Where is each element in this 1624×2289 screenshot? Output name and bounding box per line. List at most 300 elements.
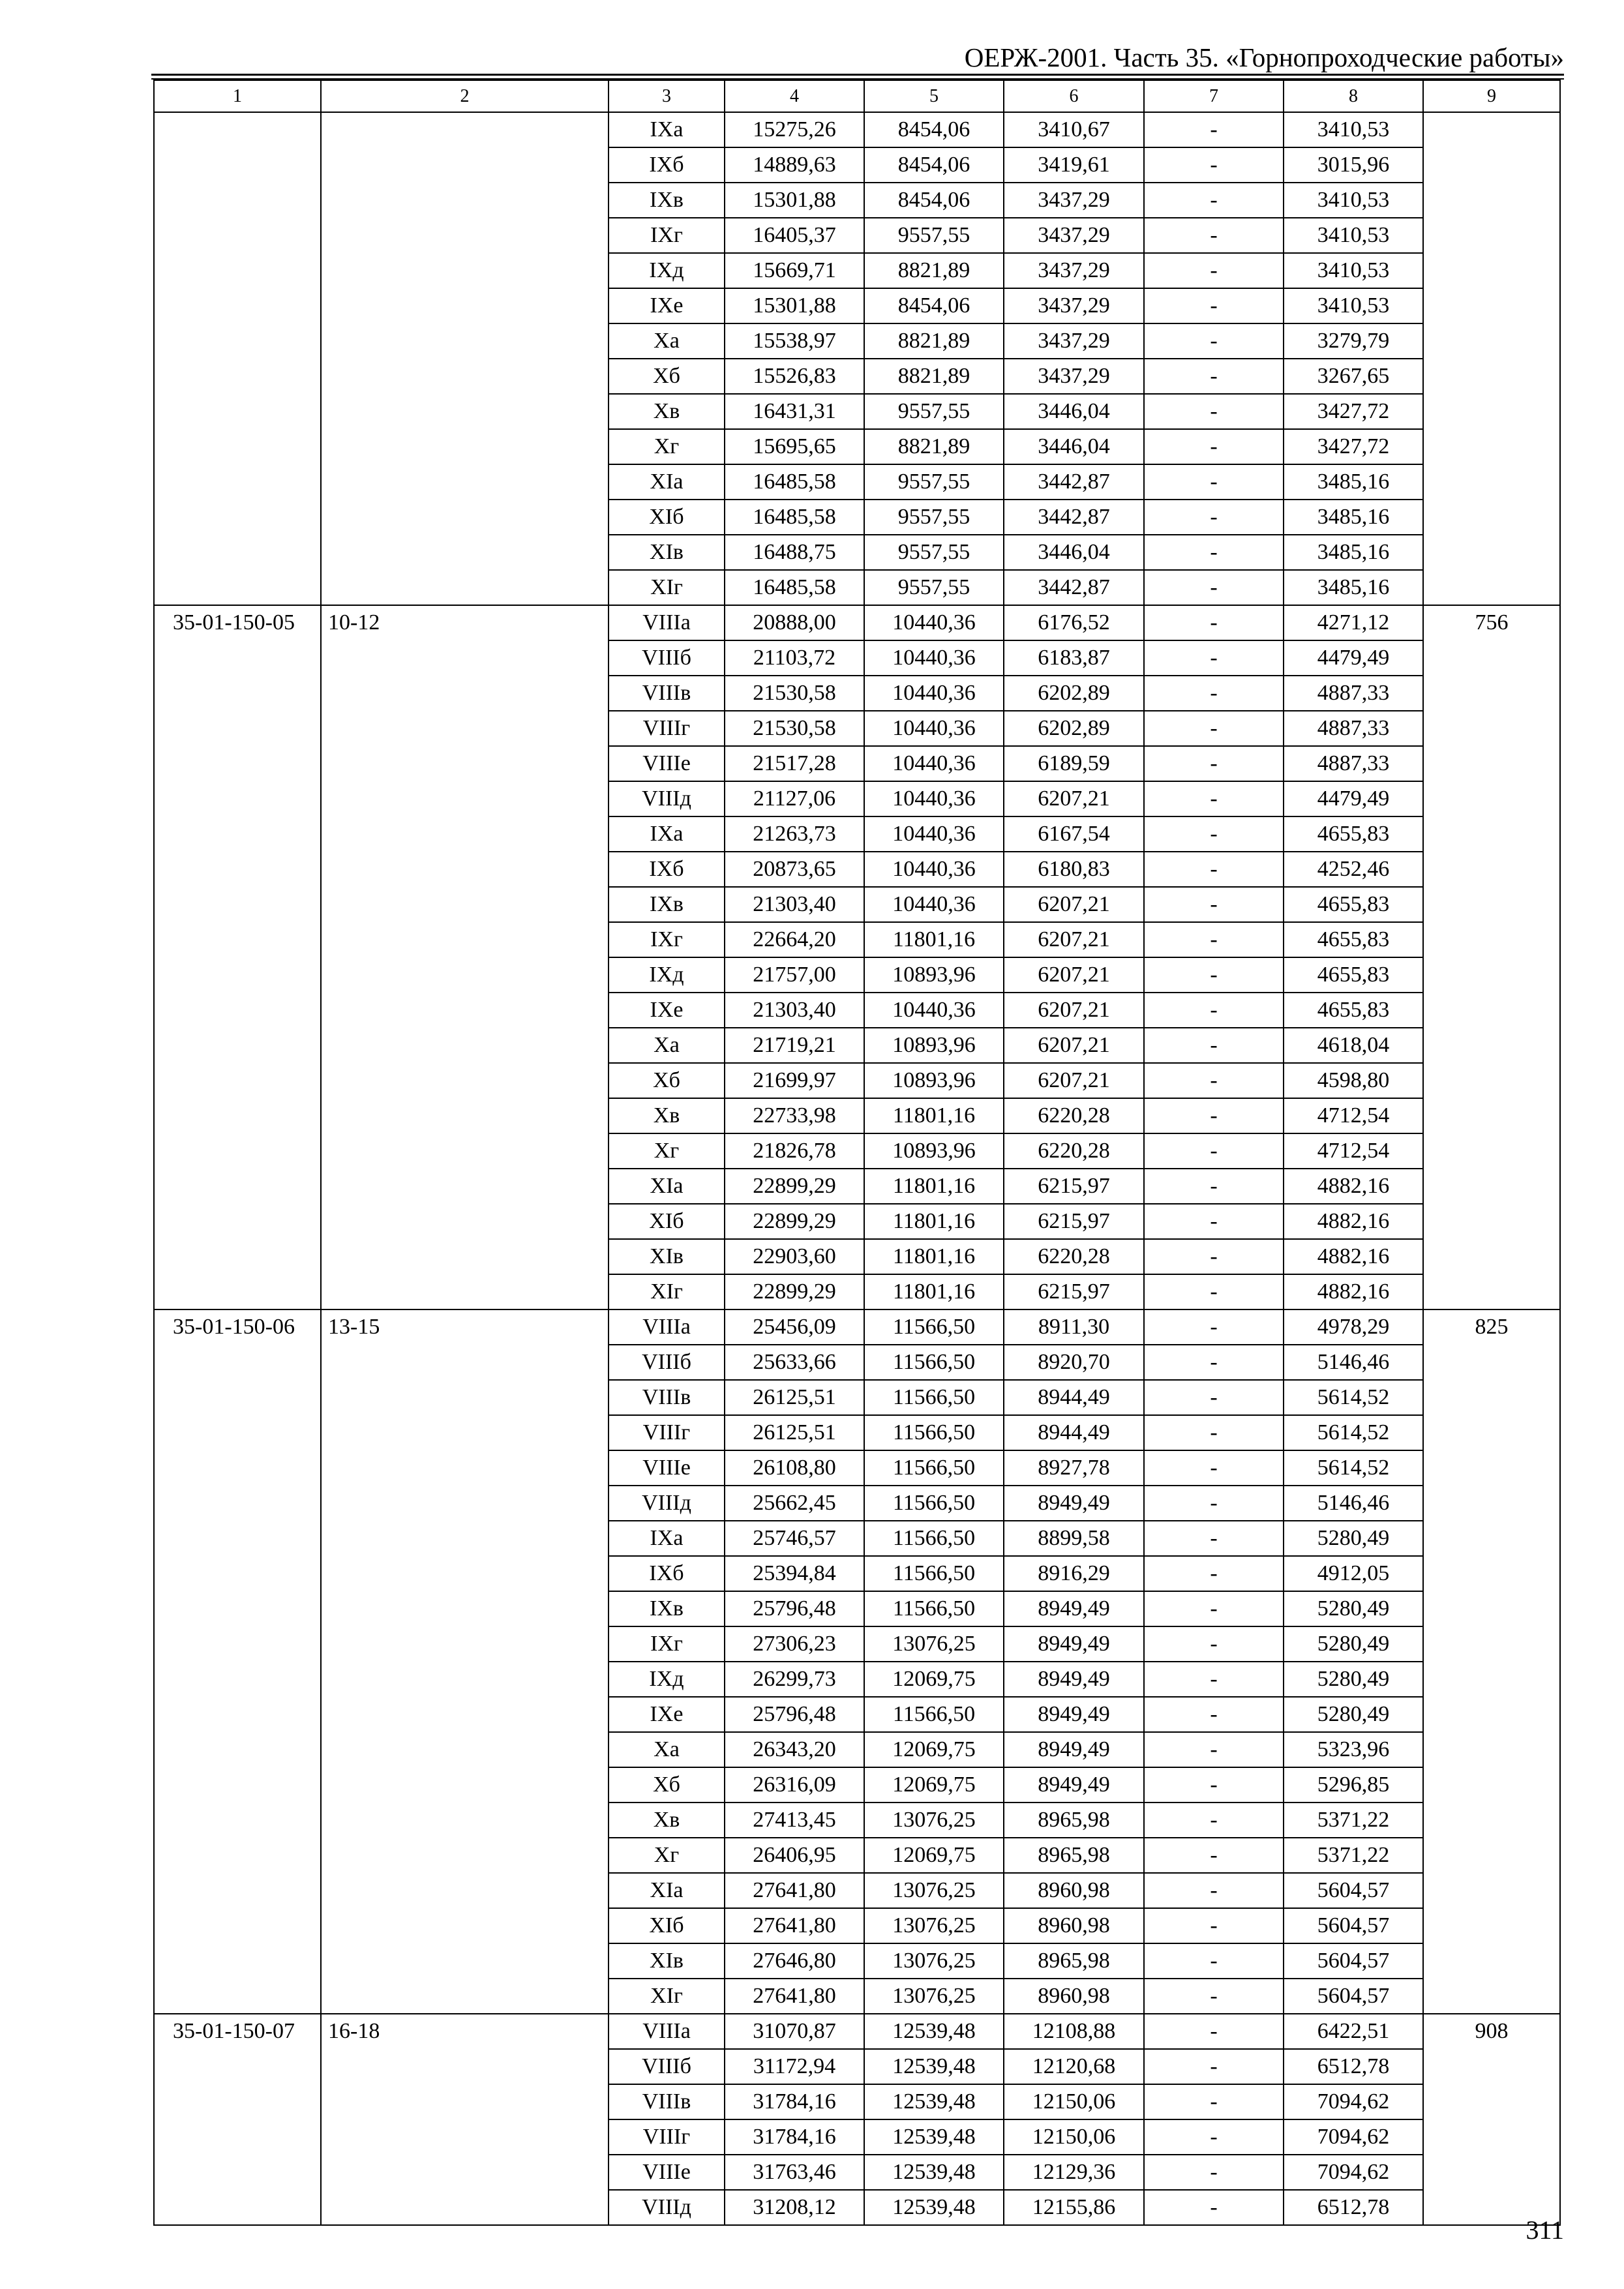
rock-category-cell: XIб	[609, 500, 725, 535]
driver-wages-cell: -	[1144, 1803, 1284, 1838]
rock-category-cell: Xa	[609, 1028, 725, 1063]
materials-cost-cell: 5280,49	[1284, 1662, 1423, 1697]
wages-cell: 8821,89	[864, 323, 1004, 359]
driver-wages-cell: -	[1144, 1415, 1284, 1450]
rock-category-cell: XIг	[609, 1274, 725, 1309]
driver-wages-cell: -	[1144, 1063, 1284, 1098]
machine-cost-cell: 6183,87	[1004, 640, 1144, 676]
driver-wages-cell: -	[1144, 816, 1284, 852]
labor-cell	[1423, 112, 1560, 605]
driver-wages-cell: -	[1144, 1979, 1284, 2014]
wages-cell: 11801,16	[864, 922, 1004, 957]
total-cost-cell: 25796,48	[725, 1697, 864, 1732]
rate-code-cell: 35-01-150-05	[154, 605, 321, 1309]
machine-cost-cell: 8920,70	[1004, 1345, 1144, 1380]
total-cost-cell: 31070,87	[725, 2014, 864, 2049]
total-cost-cell: 16485,58	[725, 464, 864, 500]
wages-cell: 9557,55	[864, 535, 1004, 570]
materials-cost-cell: 5614,52	[1284, 1415, 1423, 1450]
machine-cost-cell: 8911,30	[1004, 1309, 1144, 1345]
total-cost-cell: 25796,48	[725, 1591, 864, 1626]
driver-wages-cell: -	[1144, 1697, 1284, 1732]
wages-cell: 8454,06	[864, 112, 1004, 147]
rock-category-cell: XIб	[609, 1908, 725, 1943]
materials-cost-cell: 6512,78	[1284, 2049, 1423, 2084]
machine-cost-cell: 3446,04	[1004, 394, 1144, 429]
total-cost-cell: 16485,58	[725, 500, 864, 535]
total-cost-cell: 15538,97	[725, 323, 864, 359]
machine-cost-cell: 6202,89	[1004, 711, 1144, 746]
materials-cost-cell: 5280,49	[1284, 1521, 1423, 1556]
machine-cost-cell: 3419,61	[1004, 147, 1144, 183]
table-row	[154, 112, 1560, 147]
rock-category-cell: IXв	[609, 887, 725, 922]
machine-cost-cell: 6167,54	[1004, 816, 1144, 852]
price-table	[153, 80, 1561, 2226]
driver-wages-cell: -	[1144, 2119, 1284, 2155]
total-cost-cell: 20873,65	[725, 852, 864, 887]
wages-cell: 9557,55	[864, 218, 1004, 253]
table-body	[154, 112, 1560, 2225]
machine-cost-cell: 6215,97	[1004, 1204, 1144, 1239]
section-cell: 16-18	[321, 2014, 609, 2225]
materials-cost-cell: 4618,04	[1284, 1028, 1423, 1063]
materials-cost-cell: 5604,57	[1284, 1873, 1423, 1908]
page-number: 311	[1526, 2215, 1564, 2245]
rock-category-cell: XIг	[609, 1979, 725, 2014]
driver-wages-cell: -	[1144, 1732, 1284, 1767]
machine-cost-cell: 6220,28	[1004, 1098, 1144, 1133]
driver-wages-cell: -	[1144, 1239, 1284, 1274]
rock-category-cell: VIIIe	[609, 1450, 725, 1486]
rock-category-cell: VIIIe	[609, 746, 725, 781]
wages-cell: 13076,25	[864, 1979, 1004, 2014]
wages-cell: 12069,75	[864, 1767, 1004, 1803]
rock-category-cell: Xв	[609, 394, 725, 429]
materials-cost-cell: 4655,83	[1284, 957, 1423, 993]
materials-cost-cell: 4598,80	[1284, 1063, 1423, 1098]
driver-wages-cell: -	[1144, 1345, 1284, 1380]
machine-cost-cell: 6207,21	[1004, 887, 1144, 922]
total-cost-cell: 21719,21	[725, 1028, 864, 1063]
wages-cell: 10440,36	[864, 852, 1004, 887]
rock-category-cell: VIIIв	[609, 676, 725, 711]
driver-wages-cell: -	[1144, 1098, 1284, 1133]
driver-wages-cell: -	[1144, 1169, 1284, 1204]
machine-cost-cell: 6215,97	[1004, 1169, 1144, 1204]
labor-cell: 825	[1423, 1309, 1560, 2014]
total-cost-cell: 15526,83	[725, 359, 864, 394]
rock-category-cell: IXб	[609, 852, 725, 887]
rock-category-cell: Xa	[609, 323, 725, 359]
wages-cell: 11801,16	[864, 1239, 1004, 1274]
total-cost-cell: 21127,06	[725, 781, 864, 816]
wages-cell: 9557,55	[864, 394, 1004, 429]
wages-cell: 10440,36	[864, 746, 1004, 781]
wages-cell: 11566,50	[864, 1556, 1004, 1591]
wages-cell: 8821,89	[864, 253, 1004, 288]
total-cost-cell: 26406,95	[725, 1838, 864, 1873]
machine-cost-cell: 3442,87	[1004, 464, 1144, 500]
total-cost-cell: 26316,09	[725, 1767, 864, 1803]
machine-cost-cell: 12129,36	[1004, 2155, 1144, 2190]
driver-wages-cell: -	[1144, 993, 1284, 1028]
materials-cost-cell: 4655,83	[1284, 816, 1423, 852]
machine-cost-cell: 8949,49	[1004, 1626, 1144, 1662]
rate-code-cell: 35-01-150-07	[154, 2014, 321, 2225]
total-cost-cell: 21303,40	[725, 993, 864, 1028]
rock-category-cell: IXe	[609, 1697, 725, 1732]
total-cost-cell: 27306,23	[725, 1626, 864, 1662]
wages-cell: 10440,36	[864, 605, 1004, 640]
driver-wages-cell: -	[1144, 676, 1284, 711]
rock-category-cell: Xв	[609, 1803, 725, 1838]
materials-cost-cell: 4882,16	[1284, 1204, 1423, 1239]
wages-cell: 11566,50	[864, 1415, 1004, 1450]
wages-cell: 12539,48	[864, 2190, 1004, 2225]
wages-cell: 8821,89	[864, 429, 1004, 464]
total-cost-cell: 31172,94	[725, 2049, 864, 2084]
total-cost-cell: 25394,84	[725, 1556, 864, 1591]
driver-wages-cell: -	[1144, 323, 1284, 359]
rock-category-cell: IXг	[609, 922, 725, 957]
driver-wages-cell: -	[1144, 1838, 1284, 1873]
machine-cost-cell: 6215,97	[1004, 1274, 1144, 1309]
materials-cost-cell: 4882,16	[1284, 1239, 1423, 1274]
driver-wages-cell: -	[1144, 1943, 1284, 1979]
driver-wages-cell: -	[1144, 1521, 1284, 1556]
rock-category-cell: VIIIб	[609, 1345, 725, 1380]
driver-wages-cell: -	[1144, 957, 1284, 993]
total-cost-cell: 27641,80	[725, 1979, 864, 2014]
machine-cost-cell: 8899,58	[1004, 1521, 1144, 1556]
materials-cost-cell: 6512,78	[1284, 2190, 1423, 2225]
total-cost-cell: 22899,29	[725, 1274, 864, 1309]
total-cost-cell: 26108,80	[725, 1450, 864, 1486]
rock-category-cell: IXг	[609, 218, 725, 253]
total-cost-cell: 27641,80	[725, 1873, 864, 1908]
machine-cost-cell: 6207,21	[1004, 781, 1144, 816]
rock-category-cell: VIIIe	[609, 2155, 725, 2190]
driver-wages-cell: -	[1144, 2084, 1284, 2119]
wages-cell: 12539,48	[864, 2049, 1004, 2084]
machine-cost-cell: 8949,49	[1004, 1486, 1144, 1521]
driver-wages-cell: -	[1144, 394, 1284, 429]
rock-category-cell: IXa	[609, 112, 725, 147]
column-number: 6	[1004, 80, 1144, 112]
driver-wages-cell: -	[1144, 253, 1284, 288]
machine-cost-cell: 8949,49	[1004, 1767, 1144, 1803]
rock-category-cell: Xг	[609, 1838, 725, 1873]
rock-category-cell: Xб	[609, 1063, 725, 1098]
total-cost-cell: 26343,20	[725, 1732, 864, 1767]
wages-cell: 10893,96	[864, 1133, 1004, 1169]
rock-category-cell: IXв	[609, 183, 725, 218]
rock-category-cell: XIa	[609, 1873, 725, 1908]
driver-wages-cell: -	[1144, 570, 1284, 605]
rock-category-cell: IXд	[609, 253, 725, 288]
driver-wages-cell: -	[1144, 1873, 1284, 1908]
machine-cost-cell: 3437,29	[1004, 253, 1144, 288]
driver-wages-cell: -	[1144, 922, 1284, 957]
machine-cost-cell: 8965,98	[1004, 1838, 1144, 1873]
labor-cell: 908	[1423, 2014, 1560, 2225]
materials-cost-cell: 5614,52	[1284, 1450, 1423, 1486]
machine-cost-cell: 3437,29	[1004, 288, 1144, 323]
rock-category-cell: VIIIa	[609, 1309, 725, 1345]
total-cost-cell: 15669,71	[725, 253, 864, 288]
wages-cell: 11566,50	[864, 1380, 1004, 1415]
wages-cell: 9557,55	[864, 570, 1004, 605]
wages-cell: 10440,36	[864, 816, 1004, 852]
wages-cell: 9557,55	[864, 500, 1004, 535]
materials-cost-cell: 4252,46	[1284, 852, 1423, 887]
materials-cost-cell: 4479,49	[1284, 640, 1423, 676]
section-cell: 13-15	[321, 1309, 609, 2014]
machine-cost-cell: 8965,98	[1004, 1943, 1144, 1979]
column-number: 5	[864, 80, 1004, 112]
total-cost-cell: 21530,58	[725, 711, 864, 746]
total-cost-cell: 22903,60	[725, 1239, 864, 1274]
total-cost-cell: 25456,09	[725, 1309, 864, 1345]
materials-cost-cell: 3267,65	[1284, 359, 1423, 394]
driver-wages-cell: -	[1144, 183, 1284, 218]
section-cell	[321, 112, 609, 605]
machine-cost-cell: 6207,21	[1004, 993, 1144, 1028]
wages-cell: 11566,50	[864, 1521, 1004, 1556]
machine-cost-cell: 8927,78	[1004, 1450, 1144, 1486]
total-cost-cell: 27646,80	[725, 1943, 864, 1979]
materials-cost-cell: 5604,57	[1284, 1979, 1423, 2014]
total-cost-cell: 31784,16	[725, 2084, 864, 2119]
materials-cost-cell: 5280,49	[1284, 1626, 1423, 1662]
wages-cell: 12539,48	[864, 2119, 1004, 2155]
rock-category-cell: VIIIг	[609, 2119, 725, 2155]
rock-category-cell: Xг	[609, 429, 725, 464]
wages-cell: 10440,36	[864, 711, 1004, 746]
rock-category-cell: VIIIв	[609, 1380, 725, 1415]
machine-cost-cell: 3437,29	[1004, 218, 1144, 253]
wages-cell: 11801,16	[864, 1274, 1004, 1309]
wages-cell: 13076,25	[864, 1908, 1004, 1943]
materials-cost-cell: 3410,53	[1284, 183, 1423, 218]
machine-cost-cell: 8960,98	[1004, 1873, 1144, 1908]
wages-cell: 13076,25	[864, 1873, 1004, 1908]
materials-cost-cell: 7094,62	[1284, 2155, 1423, 2190]
driver-wages-cell: -	[1144, 711, 1284, 746]
machine-cost-cell: 12108,88	[1004, 2014, 1144, 2049]
materials-cost-cell: 4271,12	[1284, 605, 1423, 640]
driver-wages-cell: -	[1144, 887, 1284, 922]
wages-cell: 11566,50	[864, 1591, 1004, 1626]
machine-cost-cell: 3446,04	[1004, 429, 1144, 464]
total-cost-cell: 21699,97	[725, 1063, 864, 1098]
wages-cell: 8454,06	[864, 288, 1004, 323]
rock-category-cell: XIг	[609, 570, 725, 605]
rock-category-cell: IXг	[609, 1626, 725, 1662]
header-rule-thick	[151, 74, 1564, 76]
rock-category-cell: VIIIг	[609, 1415, 725, 1450]
materials-cost-cell: 7094,62	[1284, 2119, 1423, 2155]
driver-wages-cell: -	[1144, 2155, 1284, 2190]
driver-wages-cell: -	[1144, 1556, 1284, 1591]
driver-wages-cell: -	[1144, 147, 1284, 183]
total-cost-cell: 25662,45	[725, 1486, 864, 1521]
materials-cost-cell: 4655,83	[1284, 993, 1423, 1028]
driver-wages-cell: -	[1144, 1591, 1284, 1626]
rock-category-cell: XIв	[609, 535, 725, 570]
rock-category-cell: Xб	[609, 1767, 725, 1803]
materials-cost-cell: 4712,54	[1284, 1098, 1423, 1133]
column-number: 9	[1423, 80, 1560, 112]
machine-cost-cell: 6180,83	[1004, 852, 1144, 887]
column-number: 2	[321, 80, 609, 112]
driver-wages-cell: -	[1144, 1133, 1284, 1169]
machine-cost-cell: 12155,86	[1004, 2190, 1144, 2225]
machine-cost-cell: 8960,98	[1004, 1908, 1144, 1943]
wages-cell: 12539,48	[864, 2084, 1004, 2119]
machine-cost-cell: 6207,21	[1004, 922, 1144, 957]
rock-category-cell: XIв	[609, 1239, 725, 1274]
wages-cell: 13076,25	[864, 1626, 1004, 1662]
wages-cell: 10440,36	[864, 781, 1004, 816]
wages-cell: 10893,96	[864, 957, 1004, 993]
total-cost-cell: 21263,73	[725, 816, 864, 852]
rate-code-cell	[154, 112, 321, 605]
wages-cell: 12069,75	[864, 1662, 1004, 1697]
total-cost-cell: 15301,88	[725, 183, 864, 218]
machine-cost-cell: 3442,87	[1004, 570, 1144, 605]
rock-category-cell: IXe	[609, 993, 725, 1028]
driver-wages-cell: -	[1144, 218, 1284, 253]
total-cost-cell: 14889,63	[725, 147, 864, 183]
driver-wages-cell: -	[1144, 1486, 1284, 1521]
total-cost-cell: 21103,72	[725, 640, 864, 676]
total-cost-cell: 21530,58	[725, 676, 864, 711]
wages-cell: 12069,75	[864, 1732, 1004, 1767]
total-cost-cell: 27641,80	[725, 1908, 864, 1943]
driver-wages-cell: -	[1144, 1908, 1284, 1943]
materials-cost-cell: 4882,16	[1284, 1169, 1423, 1204]
driver-wages-cell: -	[1144, 429, 1284, 464]
rock-category-cell: Xв	[609, 1098, 725, 1133]
wages-cell: 12539,48	[864, 2155, 1004, 2190]
driver-wages-cell: -	[1144, 288, 1284, 323]
rock-category-cell: IXa	[609, 816, 725, 852]
total-cost-cell: 16431,31	[725, 394, 864, 429]
materials-cost-cell: 6422,51	[1284, 2014, 1423, 2049]
rate-code-cell: 35-01-150-06	[154, 1309, 321, 2014]
materials-cost-cell: 5146,46	[1284, 1486, 1423, 1521]
materials-cost-cell: 3410,53	[1284, 112, 1423, 147]
column-number: 8	[1284, 80, 1423, 112]
machine-cost-cell: 6189,59	[1004, 746, 1144, 781]
wages-cell: 13076,25	[864, 1803, 1004, 1838]
wages-cell: 10440,36	[864, 640, 1004, 676]
total-cost-cell: 21303,40	[725, 887, 864, 922]
machine-cost-cell: 6220,28	[1004, 1133, 1144, 1169]
wages-cell: 11566,50	[864, 1309, 1004, 1345]
rock-category-cell: IXд	[609, 1662, 725, 1697]
wages-cell: 11566,50	[864, 1697, 1004, 1732]
rock-category-cell: IXe	[609, 288, 725, 323]
total-cost-cell: 21757,00	[725, 957, 864, 993]
total-cost-cell: 26125,51	[725, 1380, 864, 1415]
rock-category-cell: Xб	[609, 359, 725, 394]
total-cost-cell: 22899,29	[725, 1204, 864, 1239]
total-cost-cell: 20888,00	[725, 605, 864, 640]
materials-cost-cell: 5296,85	[1284, 1767, 1423, 1803]
materials-cost-cell: 4655,83	[1284, 887, 1423, 922]
total-cost-cell: 16485,58	[725, 570, 864, 605]
total-cost-cell: 21517,28	[725, 746, 864, 781]
machine-cost-cell: 8965,98	[1004, 1803, 1144, 1838]
column-number: 3	[609, 80, 725, 112]
rock-category-cell: XIв	[609, 1943, 725, 1979]
wages-cell: 11566,50	[864, 1345, 1004, 1380]
total-cost-cell: 31784,16	[725, 2119, 864, 2155]
rock-category-cell: VIIIд	[609, 1486, 725, 1521]
machine-cost-cell: 6207,21	[1004, 1063, 1144, 1098]
materials-cost-cell: 5604,57	[1284, 1943, 1423, 1979]
machine-cost-cell: 8944,49	[1004, 1415, 1144, 1450]
wages-cell: 11801,16	[864, 1169, 1004, 1204]
machine-cost-cell: 6202,89	[1004, 676, 1144, 711]
driver-wages-cell: -	[1144, 1662, 1284, 1697]
machine-cost-cell: 8949,49	[1004, 1591, 1144, 1626]
machine-cost-cell: 8949,49	[1004, 1697, 1144, 1732]
wages-cell: 10893,96	[864, 1063, 1004, 1098]
rock-category-cell: VIIIд	[609, 2190, 725, 2225]
materials-cost-cell: 5280,49	[1284, 1697, 1423, 1732]
total-cost-cell: 16488,75	[725, 535, 864, 570]
materials-cost-cell: 4479,49	[1284, 781, 1423, 816]
materials-cost-cell: 4882,16	[1284, 1274, 1423, 1309]
materials-cost-cell: 3410,53	[1284, 253, 1423, 288]
total-cost-cell: 22733,98	[725, 1098, 864, 1133]
rock-category-cell: IXб	[609, 147, 725, 183]
wages-cell: 12069,75	[864, 1838, 1004, 1873]
wages-cell: 13076,25	[864, 1943, 1004, 1979]
driver-wages-cell: -	[1144, 781, 1284, 816]
wages-cell: 8821,89	[864, 359, 1004, 394]
machine-cost-cell: 8916,29	[1004, 1556, 1144, 1591]
driver-wages-cell: -	[1144, 605, 1284, 640]
total-cost-cell: 15695,65	[725, 429, 864, 464]
rock-category-cell: VIIIб	[609, 2049, 725, 2084]
machine-cost-cell: 12120,68	[1004, 2049, 1144, 2084]
machine-cost-cell: 12150,06	[1004, 2084, 1144, 2119]
driver-wages-cell: -	[1144, 500, 1284, 535]
driver-wages-cell: -	[1144, 746, 1284, 781]
wages-cell: 10440,36	[864, 993, 1004, 1028]
column-number: 4	[725, 80, 864, 112]
materials-cost-cell: 5323,96	[1284, 1732, 1423, 1767]
materials-cost-cell: 3015,96	[1284, 147, 1423, 183]
materials-cost-cell: 3485,16	[1284, 535, 1423, 570]
materials-cost-cell: 3485,16	[1284, 464, 1423, 500]
machine-cost-cell: 6207,21	[1004, 957, 1144, 993]
total-cost-cell: 25633,66	[725, 1345, 864, 1380]
total-cost-cell: 15301,88	[725, 288, 864, 323]
rock-category-cell: XIa	[609, 464, 725, 500]
wages-cell: 8454,06	[864, 147, 1004, 183]
materials-cost-cell: 3279,79	[1284, 323, 1423, 359]
driver-wages-cell: -	[1144, 2014, 1284, 2049]
materials-cost-cell: 5280,49	[1284, 1591, 1423, 1626]
driver-wages-cell: -	[1144, 535, 1284, 570]
rock-category-cell: VIIIa	[609, 2014, 725, 2049]
